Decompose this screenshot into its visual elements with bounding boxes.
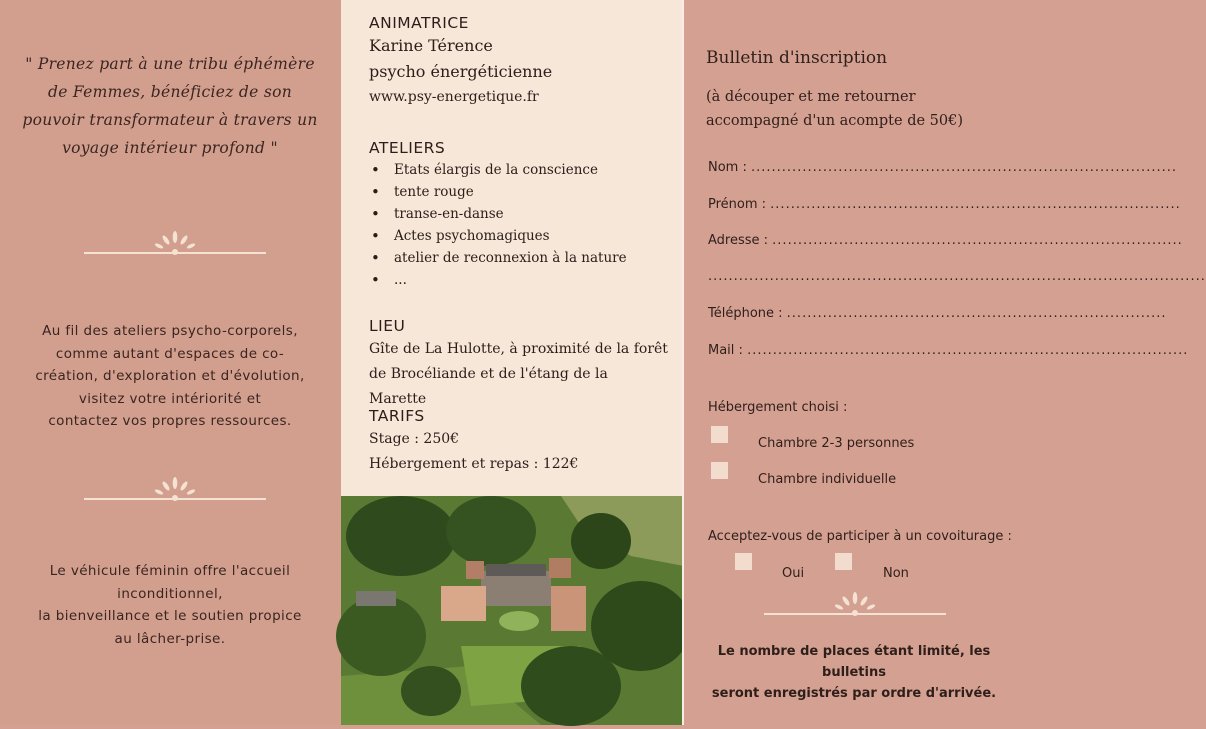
adresse-field-line2[interactable]: ................................................................................................. — [708, 269, 1206, 284]
lieu-section — [369, 317, 669, 412]
room-single-checkbox[interactable] — [711, 462, 728, 479]
left-panel — [0, 0, 341, 725]
flower-ornament-icon — [834, 589, 876, 615]
vehicle-paragraph: Le véhicule féminin offre l'accueil inconditionnel, la bienveillance et le soutien propice au lâcher-prise. — [38, 563, 302, 647]
flower-ornament-icon — [154, 474, 196, 500]
middle-panel — [341, 0, 684, 725]
stage-price: Stage : 250€ — [369, 431, 460, 447]
covoiturage-yes-checkbox[interactable] — [735, 553, 752, 570]
telephone-label: Téléphone : — [708, 306, 787, 321]
animatrice-section — [369, 14, 669, 110]
adresse-label: Adresse : — [708, 233, 773, 248]
mail-label: Mail : — [708, 343, 748, 358]
hebergement-price: Hébergement et repas : 122€ — [369, 456, 579, 472]
animatrice-role: psycho énergéticienne — [369, 62, 553, 81]
adresse-field[interactable]: Adresse : ................................................................................ — [708, 233, 1183, 248]
tarifs-heading: TARIFS — [369, 407, 425, 425]
ornament-divider — [764, 589, 946, 619]
mail-field[interactable]: Mail : ...................................................................................... — [708, 343, 1189, 358]
nom-field[interactable]: Nom : ................................................................................... — [708, 160, 1177, 175]
flower-ornament-icon — [154, 228, 196, 254]
form-title: Bulletin d'inscription — [706, 48, 888, 68]
covoiturage-no-checkbox[interactable] — [835, 553, 852, 570]
list-item: • Etats élargis de la conscience — [369, 159, 669, 181]
lieu-line: Gîte de La Hulotte, à proximité de la forêt — [369, 341, 668, 357]
telephone-field[interactable]: Téléphone : .......................................................................... — [708, 306, 1167, 321]
lieu-heading: LIEU — [369, 317, 406, 335]
list-item: • Actes psychomagiques — [369, 225, 669, 247]
covoiturage-yes-label: Oui — [782, 566, 805, 581]
prenom-field[interactable]: Prénom : ................................................................................ — [708, 197, 1181, 212]
nom-label: Nom : — [708, 160, 751, 175]
ateliers-section — [369, 139, 669, 291]
form-subtitle: (à découper et me retourner accompagné d'un acompte de 50€) — [706, 89, 964, 129]
right-panel — [684, 0, 1206, 725]
animatrice-heading: ANIMATRICE — [369, 14, 469, 32]
list-item: • atelier de reconnexion à la nature — [369, 247, 669, 269]
room-2-3-checkbox[interactable] — [711, 426, 728, 443]
ateliers-list — [369, 159, 669, 291]
covoiturage-no-label: Non — [883, 566, 909, 581]
list-item: • transe-en-danse — [369, 203, 669, 225]
intro-quote: " Prenez part à une tribu éphémère de Femmes, bénéficiez de son pouvoir transformateur à travers un voyage intérieur profond " — [22, 55, 318, 157]
animatrice-name: Karine Térence — [369, 36, 493, 55]
lieu-line: de Brocéliande et de l'étang de la Marette — [369, 366, 608, 407]
list-item: • ... — [369, 269, 669, 291]
gite-aerial-photo — [341, 496, 684, 725]
ateliers-heading: ATELIERS — [369, 139, 446, 157]
list-item: • tente rouge — [369, 181, 669, 203]
website-link[interactable]: www.psy-energetique.fr — [369, 89, 539, 105]
room-single-label: Chambre individuelle — [758, 472, 897, 487]
ornament-divider — [84, 474, 266, 504]
room-2-3-label: Chambre 2-3 personnes — [758, 436, 915, 451]
prenom-label: Prénom : — [708, 197, 771, 212]
footer-note: Le nombre de places étant limité, les bulletins seront enregistrés par ordre d'arrivée. — [711, 644, 997, 701]
covoiturage-question: Acceptez-vous de participer à un covoiturage : — [708, 529, 1012, 544]
workshops-paragraph: Au fil des ateliers psycho-corporels, comme autant d'espaces de co- création, d'exploration et d'évolution, visitez votre intériorité et contactez vos propres ressources. — [35, 323, 305, 429]
tarifs-section — [369, 407, 669, 477]
ornament-divider — [84, 228, 266, 258]
hebergement-label: Hébergement choisi : — [708, 400, 848, 415]
